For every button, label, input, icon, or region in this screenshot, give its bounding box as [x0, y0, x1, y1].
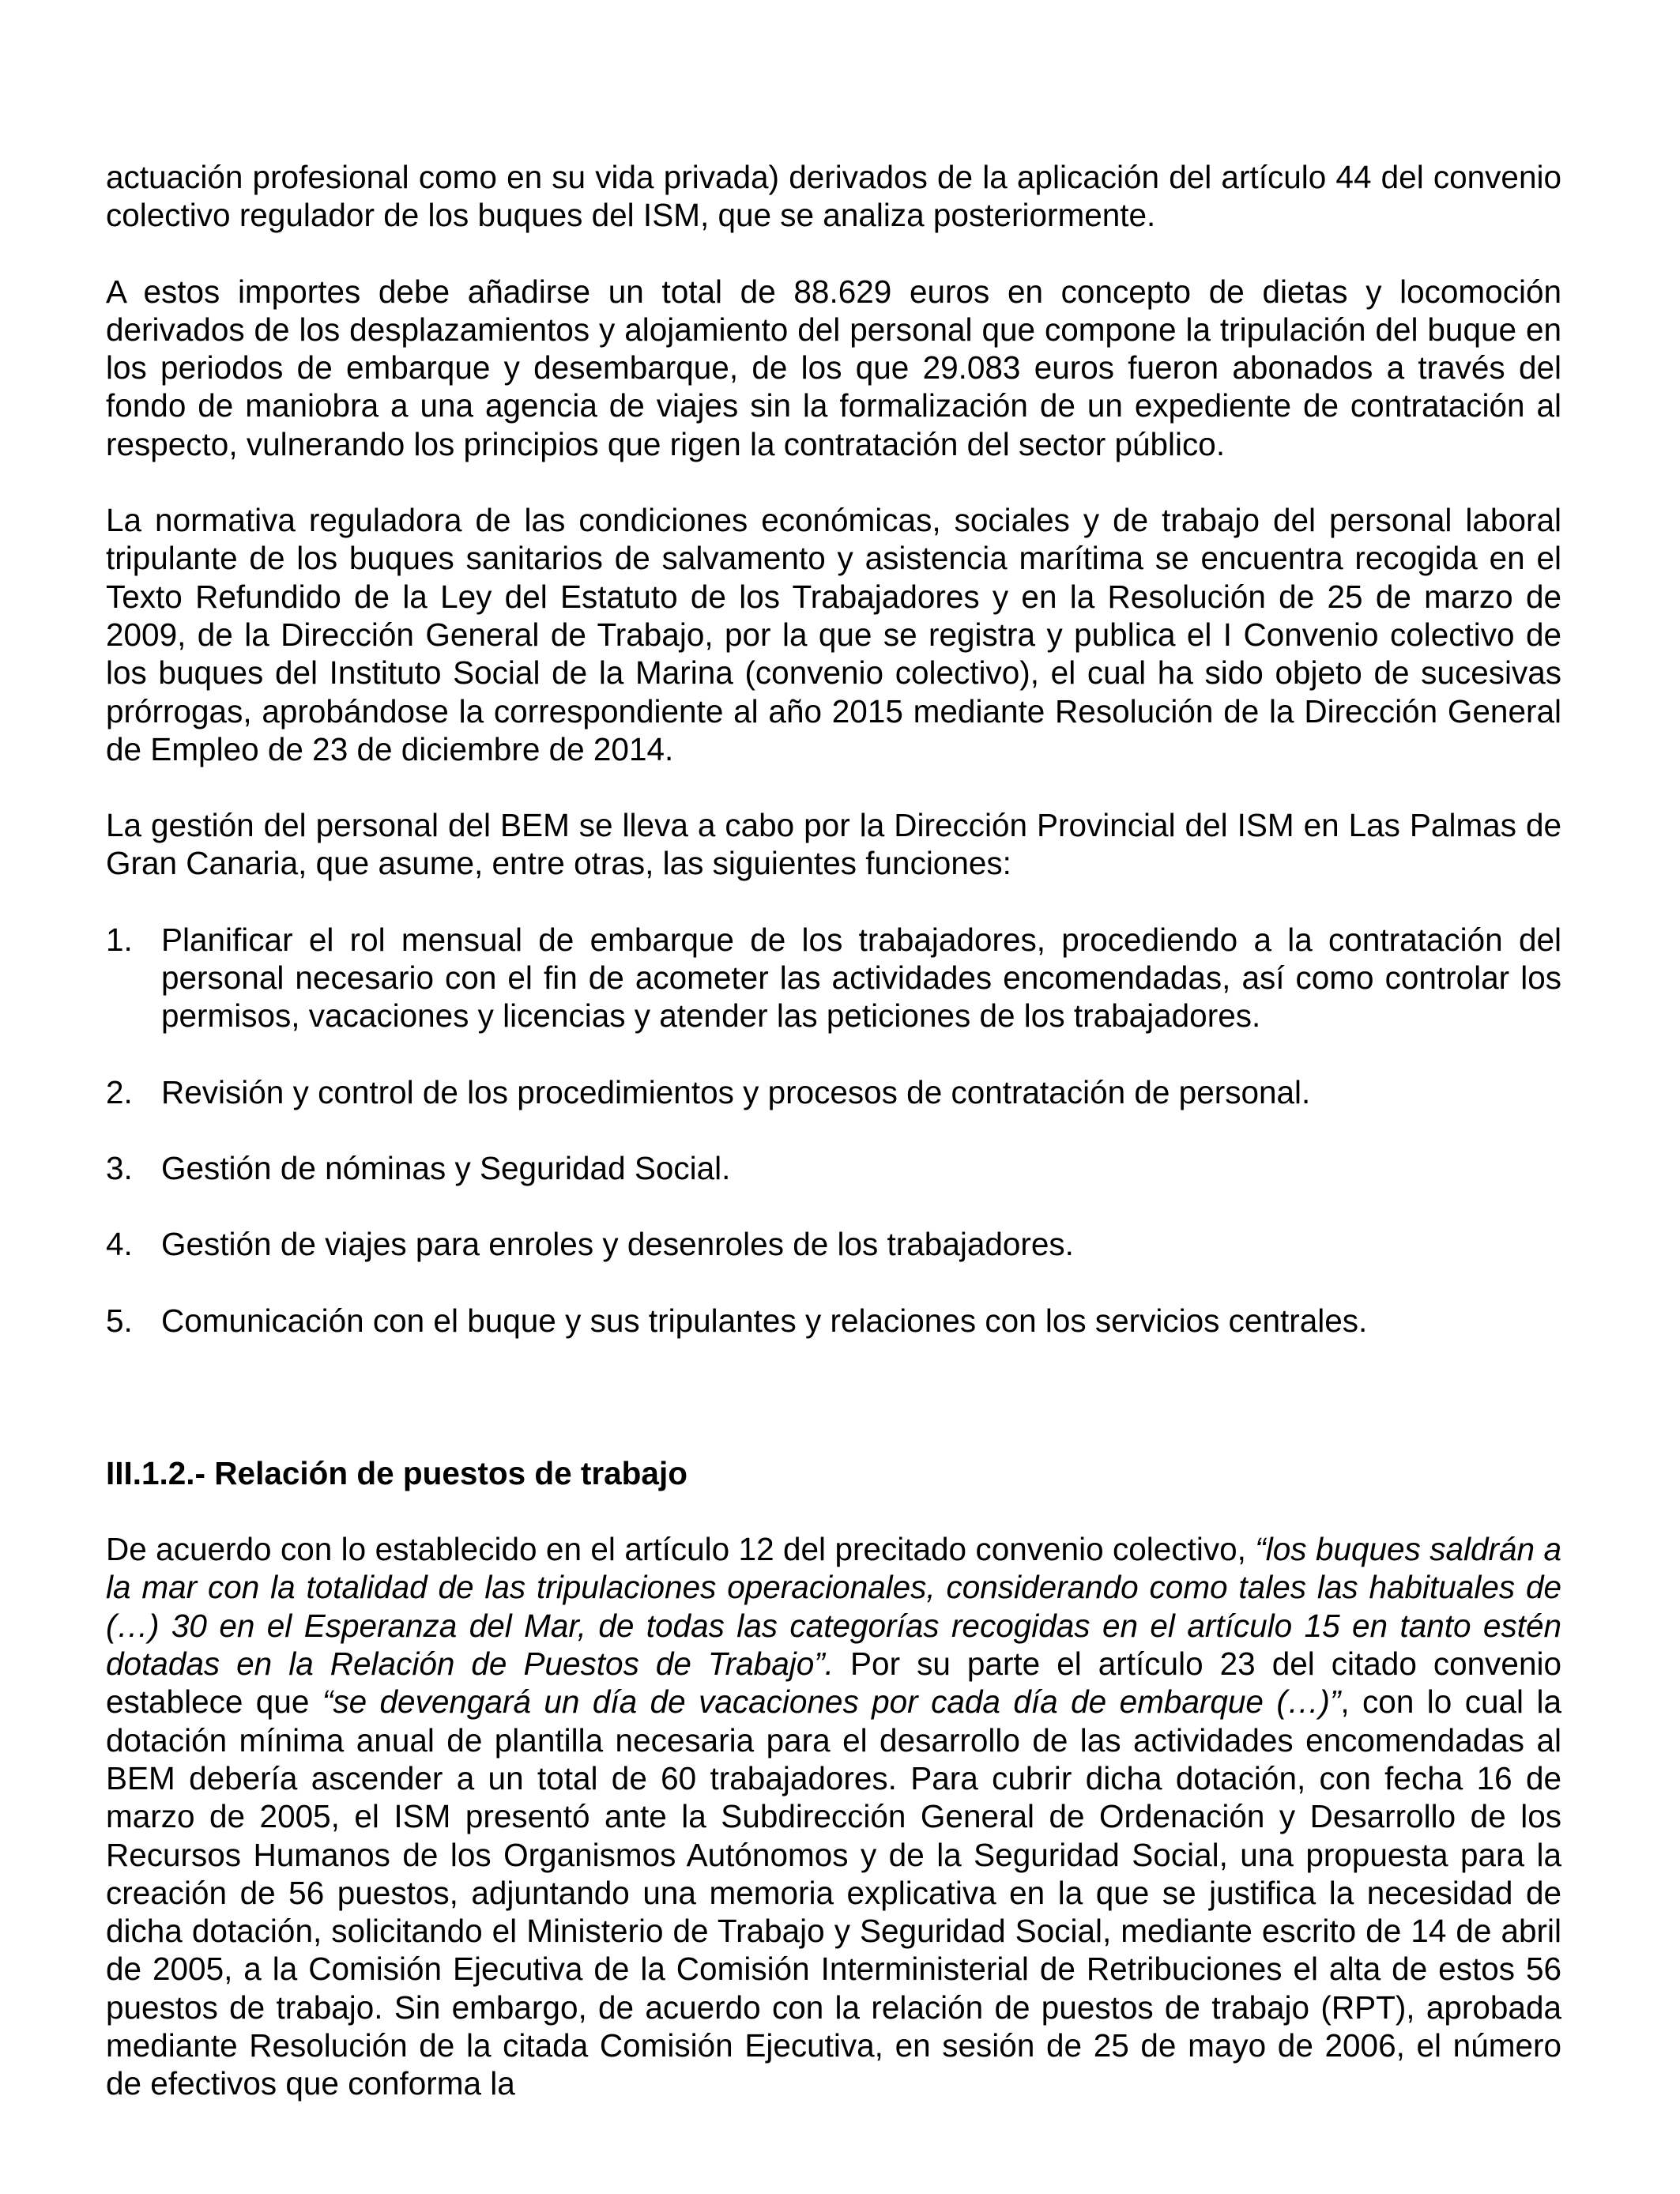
list-item	[106, 1225, 1561, 1263]
list-item-text: Gestión de nóminas y Seguridad Social.	[161, 1149, 731, 1186]
list-item	[106, 1302, 1561, 1340]
paragraph-text-part: De acuerdo con lo establecido en el artículo 12 del precitado convenio colectivo,	[106, 1531, 1256, 1568]
document-page	[106, 158, 1561, 2103]
paragraph-text-part: , con lo cual la dotación mínima anual de plantilla necesaria para el desarrollo de las actividades encomendadas al BEM debería ascender a un total de 60 trabajadores. Para cubrir dicha dotación, con fecha 16 de marzo de 2005, el ISM presentó ante la Subdirección General de Ordenación y Desarrollo de los Recursos Humanos de los Organismos Autónomos y de la Seguridad Social, una propuesta para la creación de 56 puestos, adjuntando una memoria explicativa en la que se justifica la necesidad de dicha dotación, solicitando el Ministerio de Trabajo y Seguridad Social, mediante escrito de 14 de abril de 2005, a la Comisión Ejecutiva de la Comisión Interministerial de Retribuciones el alta de estos 56 puestos de trabajo. Sin embargo, de acuerdo con la relación de puestos de trabajo (RPT), aprobada mediante Resolución de la citada Comisión Ejecutiva, en sesión de 25 de mayo de 2006, el número de efectivos que conforma la	[106, 1683, 1561, 2102]
list-item	[106, 1149, 1561, 1187]
list-item-number: 5.	[106, 1302, 133, 1339]
paragraph-relacion-puestos	[106, 1530, 1561, 2102]
list-item-text: Planificar el rol mensual de embarque de los trabajadores, procediendo a la contratación del personal necesario con el fin de acometer las actividades encomendadas, así como controlar los permisos, vacaciones y licencias y atender las peticiones de los trabajadores.	[161, 921, 1561, 1035]
list-item-number: 4.	[106, 1226, 133, 1263]
list-item-text: Gestión de viajes para enroles y desenroles de los trabajadores.	[161, 1226, 1074, 1263]
paragraph-intro-continuation: actuación profesional como en su vida privada) derivados de la aplicación del artículo 44 del convenio colectivo regulador de los buques del ISM, que se analiza posteriormente.	[106, 159, 1561, 234]
functions-list	[106, 921, 1561, 1340]
paragraph-text-part: Por su parte el artículo 23 del citado convenio establece que	[106, 1646, 1562, 1721]
list-item-text: Revisión y control de los procedimientos y procesos de contratación de personal.	[161, 1073, 1311, 1110]
quote-article-12: “los buques saldrán a la mar con la totalidad de las tripulaciones operacionales, considerando como tales las habituales de (…) 30 en el Esperanza del Mar, de todas las categorías recogidas en el artículo 15 en tanto estén dotadas en la Relación de Puestos de Trabajo”.	[106, 1531, 1561, 1683]
list-item-number: 3.	[106, 1149, 133, 1186]
list-item-number: 2.	[106, 1073, 133, 1110]
list-item-number: 1.	[106, 921, 133, 958]
section-heading: III.1.2.- Relación de puestos de trabajo	[106, 1454, 687, 1491]
list-item	[106, 1073, 1561, 1111]
list-item	[106, 921, 1561, 1035]
paragraph-normativa: La normativa reguladora de las condiciones económicas, sociales y de trabajo del personal laboral tripulante de los buques sanitarios de salvamento y asistencia marítima se encuentra recogida en el Texto Refundido de la Ley del Estatuto de los Trabajadores y en la Resolución de 25 de marzo de 2009, de la Dirección General de Trabajo, por la que se registra y publica el I Convenio colectivo de los buques del Instituto Social de la Marina (convenio colectivo), el cual ha sido objeto de sucesivas prórrogas, aprobándose la correspondiente al año 2015 mediante Resolución de la Dirección General de Empleo de 23 de diciembre de 2014.	[106, 502, 1561, 767]
paragraph-dietas-locomocion: A estos importes debe añadirse un total de 88.629 euros en concepto de dietas y locomoción derivados de los desplazamientos y alojamiento del personal que compone la tripulación del buque en los periodos de embarque y desembarque, de los que 29.083 euros fueron abonados a través del fondo de maniobra a una agencia de viajes sin la formalización de un expediente de contratación al respecto, vulnerando los principios que rigen la contratación del sector público.	[106, 273, 1561, 462]
paragraph-gestion-personal: La gestión del personal del BEM se lleva a cabo por la Dirección Provincial del ISM en Las Palmas de Gran Canaria, que asume, entre otras, las siguientes funciones:	[106, 807, 1561, 882]
quote-article-23: “se devengará un día de vacaciones por cada día de embarque (…)”	[322, 1683, 1341, 1721]
list-item-text: Comunicación con el buque y sus tripulantes y relaciones con los servicios centrales.	[161, 1302, 1368, 1339]
